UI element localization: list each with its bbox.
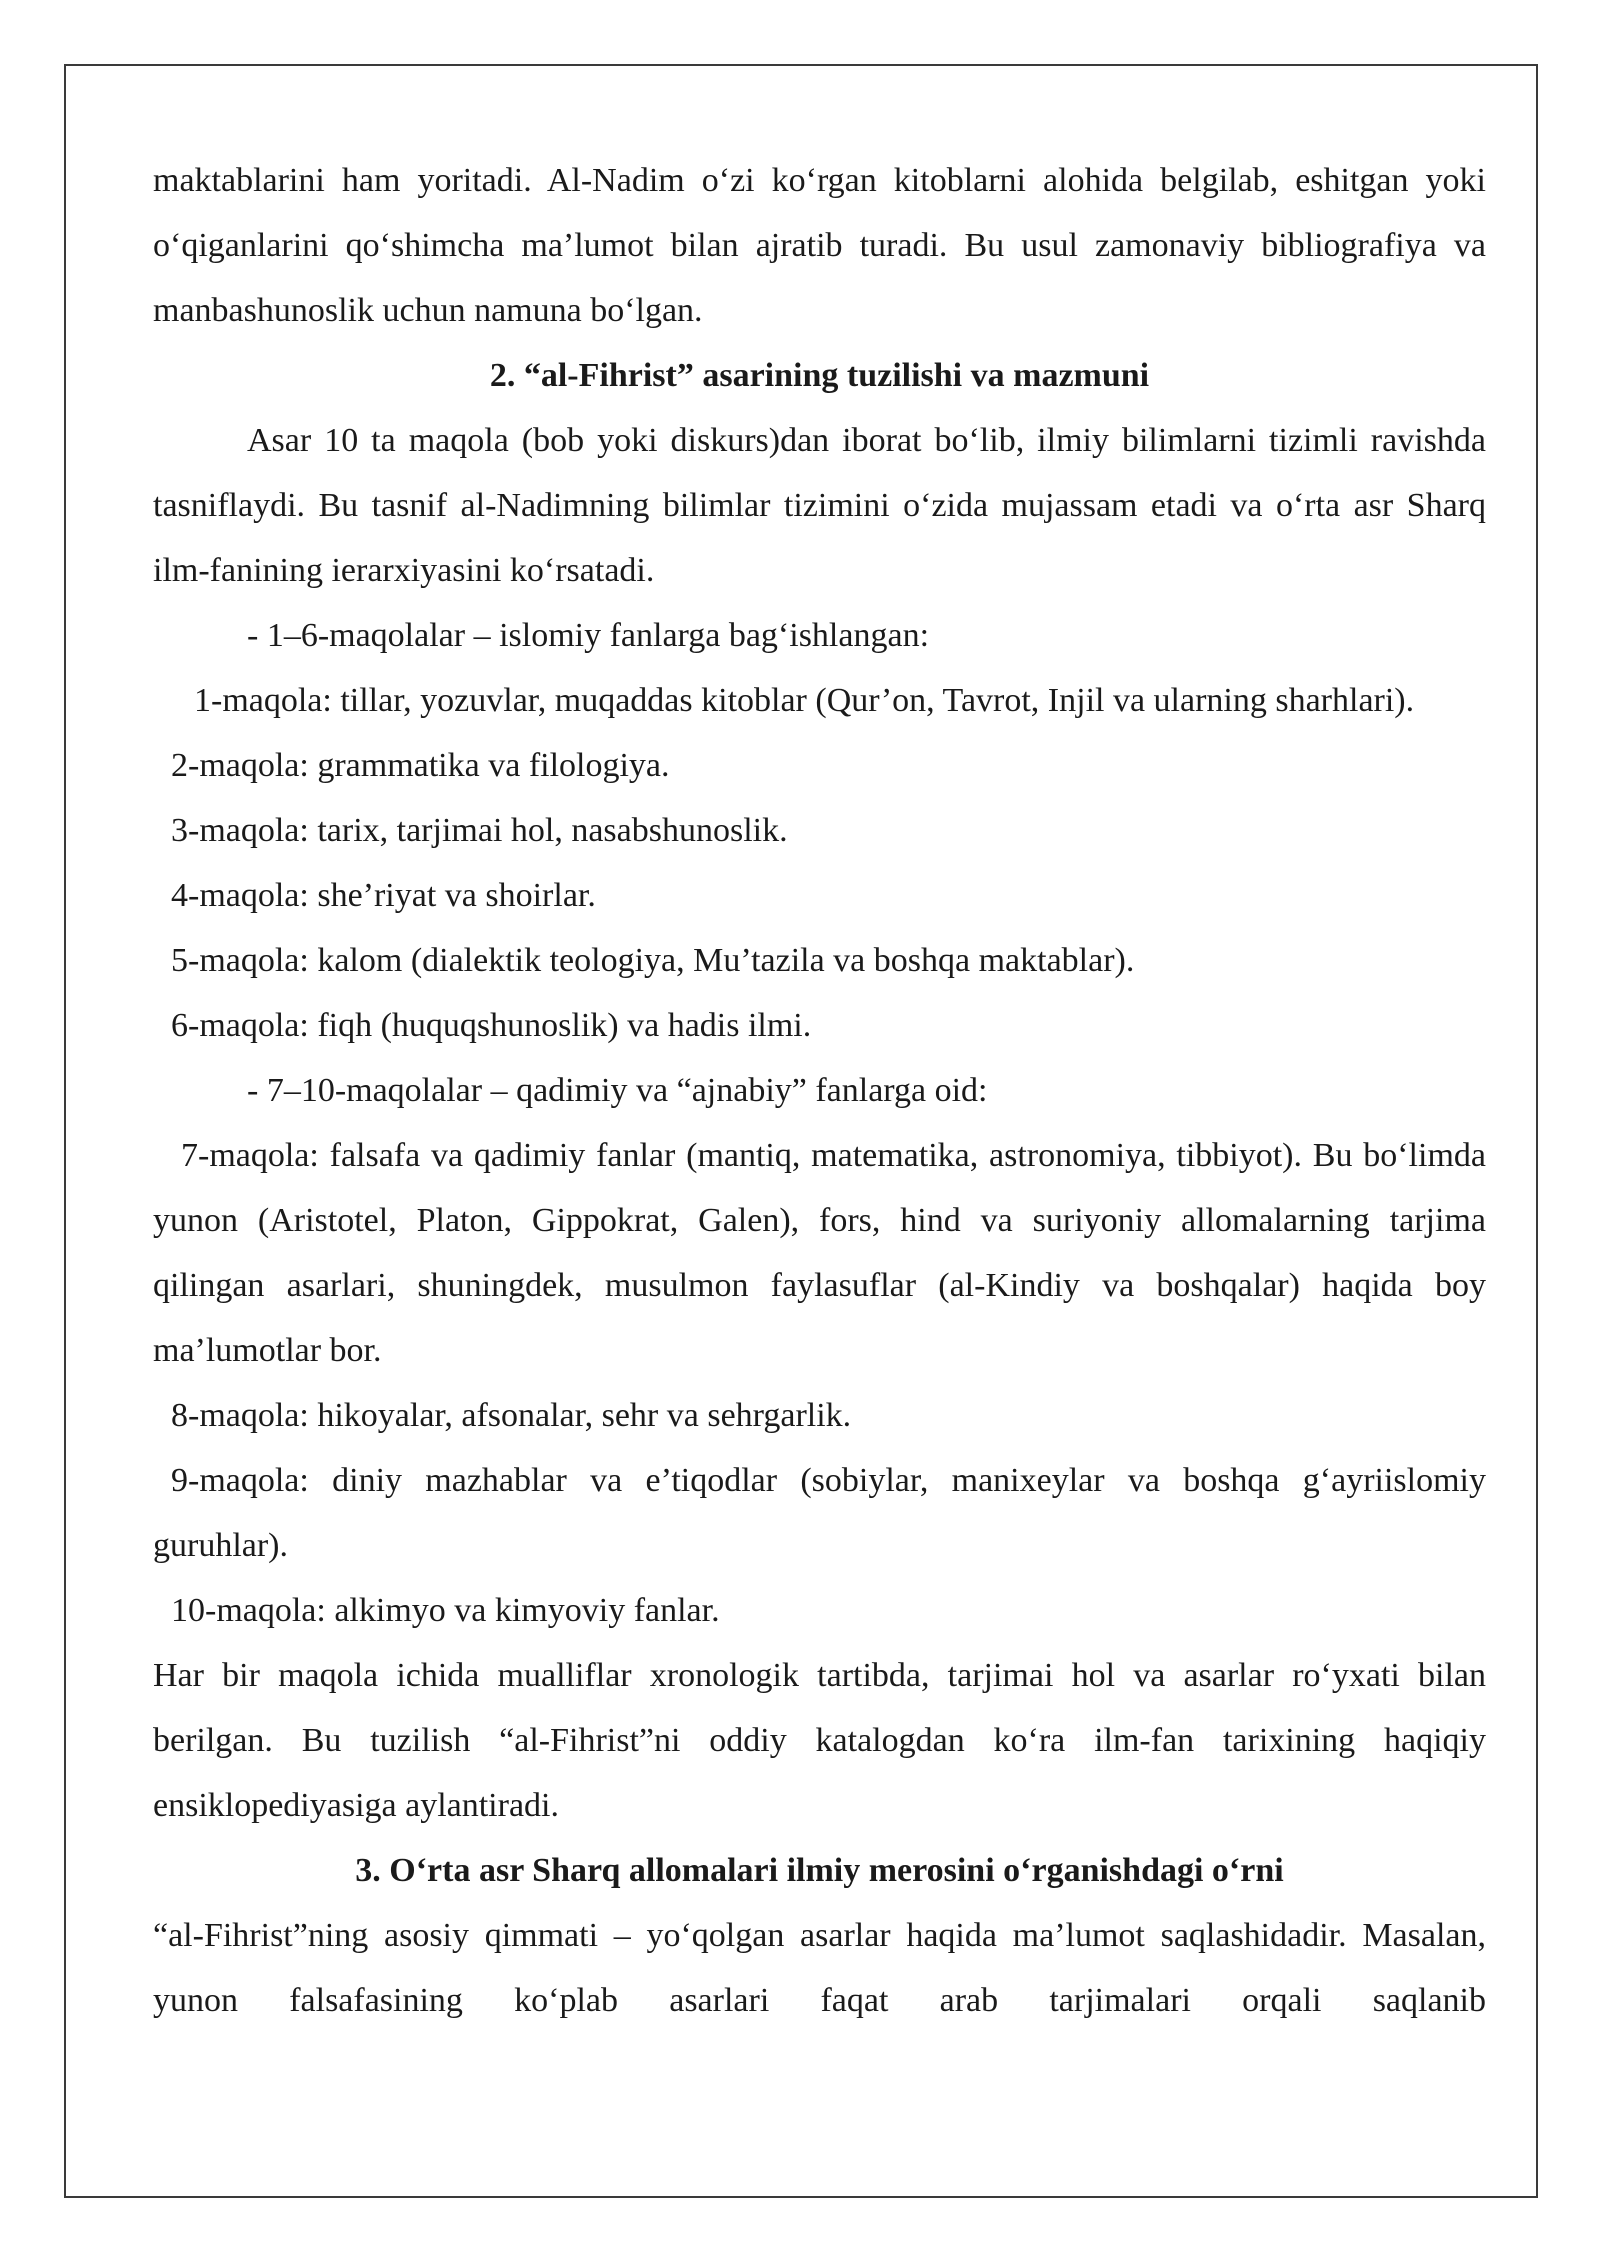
- section-heading-3: 3. O‘rta asr Sharq allomalari ilmiy merosini o‘rganishdagi o‘rni: [355, 1852, 1284, 1889]
- list-item-maqola-3: 3-maqola: tarix, tarjimai hol, nasabshunoslik.: [171, 812, 788, 849]
- paragraph-summary: Har bir maqola ichida mualliflar xronologik tartibda, tarjimai hol va asarlar ro‘yxati bilan berilgan. Bu tuzilish “al-Fihrist”ni oddiy katalogdan ko‘ra ilm-fan tarixining haqiqiy ensiklopediyasiga aylantiradi.: [153, 1657, 1486, 1824]
- list-group-7-10: - 7–10-maqolalar – qadimiy va “ajnabiy” fanlarga oid:: [247, 1072, 988, 1109]
- list-item-maqola-1: 1-maqola: tillar, yozuvlar, muqaddas kitoblar (Qur’on, Tavrot, Injil va ularning sharhlari).: [194, 682, 1415, 719]
- paragraph-asar: Asar 10 ta maqola (bob yoki diskurs)dan iborat bo‘lib, ilmiy bilimlarni tizimli ravishda tasniflaydi. Bu tasnif al-Nadimning bilimlar tizimini o‘zida mujassam etadi va o‘rta asr Sharq ilm-fanining ierarxiyasini ko‘rsatadi.: [153, 422, 1486, 589]
- list-item-maqola-10: 10-maqola: alkimyo va kimyoviy fanlar.: [171, 1592, 720, 1629]
- paragraph-intro: maktablarini ham yoritadi. Al-Nadim o‘zi ko‘rgan kitoblarni alohida belgilab, eshitgan yoki o‘qiganlarini qo‘shimcha ma’lumot bilan ajratib turadi. Bu usul zamonaviy bibliografiya va manbashunoslik uchun namuna bo‘lgan.: [153, 162, 1486, 329]
- list-item-maqola-6: 6-maqola: fiqh (huquqshunoslik) va hadis ilmi.: [171, 1007, 812, 1044]
- list-item-maqola-4: 4-maqola: she’riyat va shoirlar.: [171, 877, 596, 914]
- section-heading-2: 2. “al-Fihrist” asarining tuzilishi va mazmuni: [489, 357, 1150, 394]
- document-body: [153, 148, 1486, 2033]
- list-item-maqola-9: 9-maqola: diniy mazhablar va e’tiqodlar (sobiylar, manixeylar va boshqa g‘ayriislomiy guruhlar).: [153, 1462, 1486, 1564]
- list-item-maqola-8: 8-maqola: hikoyalar, afsonalar, sehr va sehrgarlik.: [171, 1397, 852, 1434]
- list-group-1-6: - 1–6-maqolalar – islomiy fanlarga bag‘ishlangan:: [247, 617, 930, 654]
- list-item-maqola-5: 5-maqola: kalom (dialektik teologiya, Mu’tazila va boshqa maktablar).: [171, 942, 1135, 979]
- list-item-maqola-7: 7-maqola: falsafa va qadimiy fanlar (mantiq, matematika, astronomiya, tibbiyot). Bu bo‘limda yunon (Aristotel, Platon, Gippokrat, Galen), fors, hind va suriyoniy allomalarning tarjima qilingan asarlari, shuningdek, musulmon faylasuflar (al-Kindiy va boshqalar) haqida boy ma’lumotlar bor.: [153, 1137, 1486, 1369]
- list-item-maqola-2: 2-maqola: grammatika va filologiya.: [171, 747, 670, 784]
- paragraph-final: “al-Fihrist”ning asosiy qimmati – yo‘qolgan asarlar haqida ma’lumot saqlashidadir. Masalan, yunon falsafasining ko‘plab asarlari faqat arab tarjimalari orqali saqlanib: [153, 1917, 1486, 2019]
